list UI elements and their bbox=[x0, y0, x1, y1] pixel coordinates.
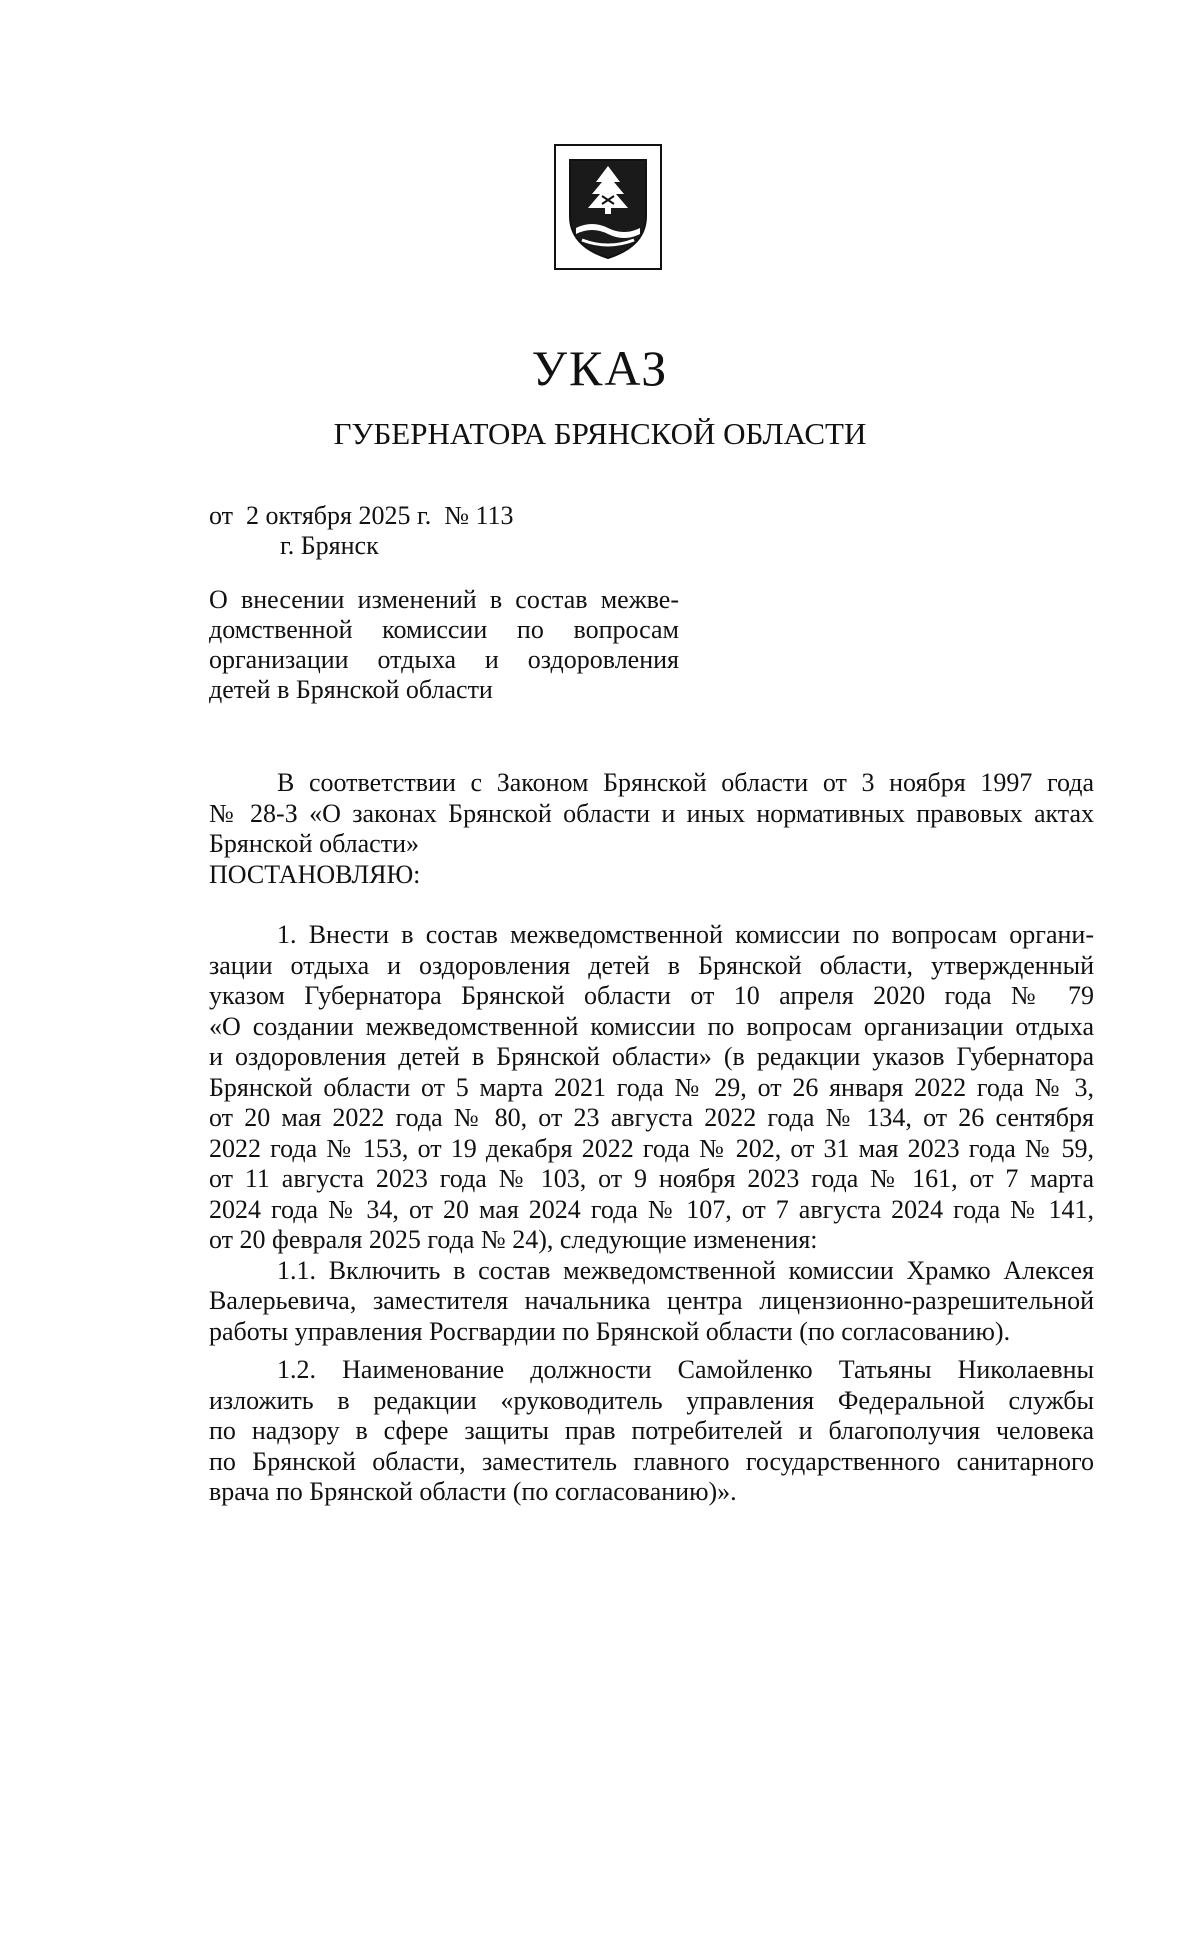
document-date-number: от 2 октября 2025 г. № 113 bbox=[209, 501, 514, 530]
item-1-2-line: врача по Брянской области (по согласованию)». bbox=[209, 1477, 737, 1506]
document-type-title: УКАЗ bbox=[531, 340, 669, 396]
bryansk-coat-of-arms-icon bbox=[552, 142, 664, 272]
subject-line: О внесении изменений в состав межве- bbox=[209, 585, 679, 614]
item-1-1-line: 1.1. Включить в состав межведомственной комиссии Храмко Алексея bbox=[277, 1255, 1094, 1285]
item-1-line: 2022 года № 153, от 19 декабря 2022 года № 202, от 31 мая 2023 года № 59, bbox=[209, 1133, 1094, 1163]
item-1-1-line: работы управления Росгвардии по Брянской области (по согласованию). bbox=[209, 1316, 1011, 1346]
preamble-line: В соответствии с Законом Брянской области от 3 ноября 1997 года bbox=[277, 768, 1094, 797]
preamble-line: Брянской области» bbox=[209, 829, 419, 858]
document-city: г. Брянск bbox=[280, 531, 379, 560]
item-1-line: указом Губернатора Брянской области от 10 апреля 2020 года № 79 bbox=[209, 981, 1094, 1010]
item-1-line: «О создании межведомственной комиссии по вопросам организации отдыха bbox=[209, 1011, 1094, 1041]
issuer-title: ГУБЕРНАТОРА БРЯНСКОЙ ОБЛАСТИ bbox=[333, 416, 867, 451]
item-1-line: 2024 года № 34, от 20 мая 2024 года № 107, от 7 августа 2024 года № 141, bbox=[209, 1194, 1094, 1224]
item-1-line: зации отдыха и оздоровления детей в Брянской области, утвержденный bbox=[209, 950, 1094, 980]
item-1-2-line: 1.2. Наименование должности Самойленко Татьяны Николаевны bbox=[277, 1355, 1094, 1384]
item-1-line: и оздоровления детей в Брянской области» (в редакции указов Губернатора bbox=[209, 1042, 1094, 1071]
item-1-line: Брянской области от 5 марта 2021 года № 29, от 26 января 2022 года № 3, bbox=[209, 1072, 1094, 1102]
item-1-line: от 20 мая 2022 года № 80, от 23 августа 2022 года № 134, от 26 сентября bbox=[209, 1103, 1094, 1132]
subject-line: детей в Брянской области bbox=[209, 675, 493, 704]
document-body bbox=[209, 768, 1094, 1508]
item-1-line: от 11 августа 2023 года № 103, от 9 ноября 2023 года № 161, от 7 марта bbox=[209, 1164, 1094, 1193]
item-1-line: 1. Внести в состав межведомственной комиссии по вопросам органи- bbox=[277, 920, 1094, 949]
subject-line: организации отдыха и оздоровления bbox=[209, 645, 679, 674]
item-1-2-line: изложить в редакции «руководитель управления Федеральной службы bbox=[209, 1385, 1094, 1415]
item-1-line: от 20 февраля 2025 года № 24), следующие изменения: bbox=[209, 1225, 818, 1254]
resolution-word: ПОСТАНОВЛЯЮ: bbox=[209, 859, 421, 889]
preamble-line: № 28-З «О законах Брянской области и иных нормативных правовых актах bbox=[209, 798, 1094, 828]
item-1-2-line: по надзору в сфере защиты прав потребителей и благополучия человека bbox=[209, 1416, 1094, 1445]
item-1-2-line: по Брянской области, заместитель главного государственного санитарного bbox=[209, 1446, 1094, 1476]
document-subject bbox=[209, 585, 679, 705]
subject-line: домственной комиссии по вопросам bbox=[209, 615, 679, 644]
item-1-1-line: Валерьевича, заместителя начальника центра лицензионно-разрешительной bbox=[209, 1286, 1094, 1315]
